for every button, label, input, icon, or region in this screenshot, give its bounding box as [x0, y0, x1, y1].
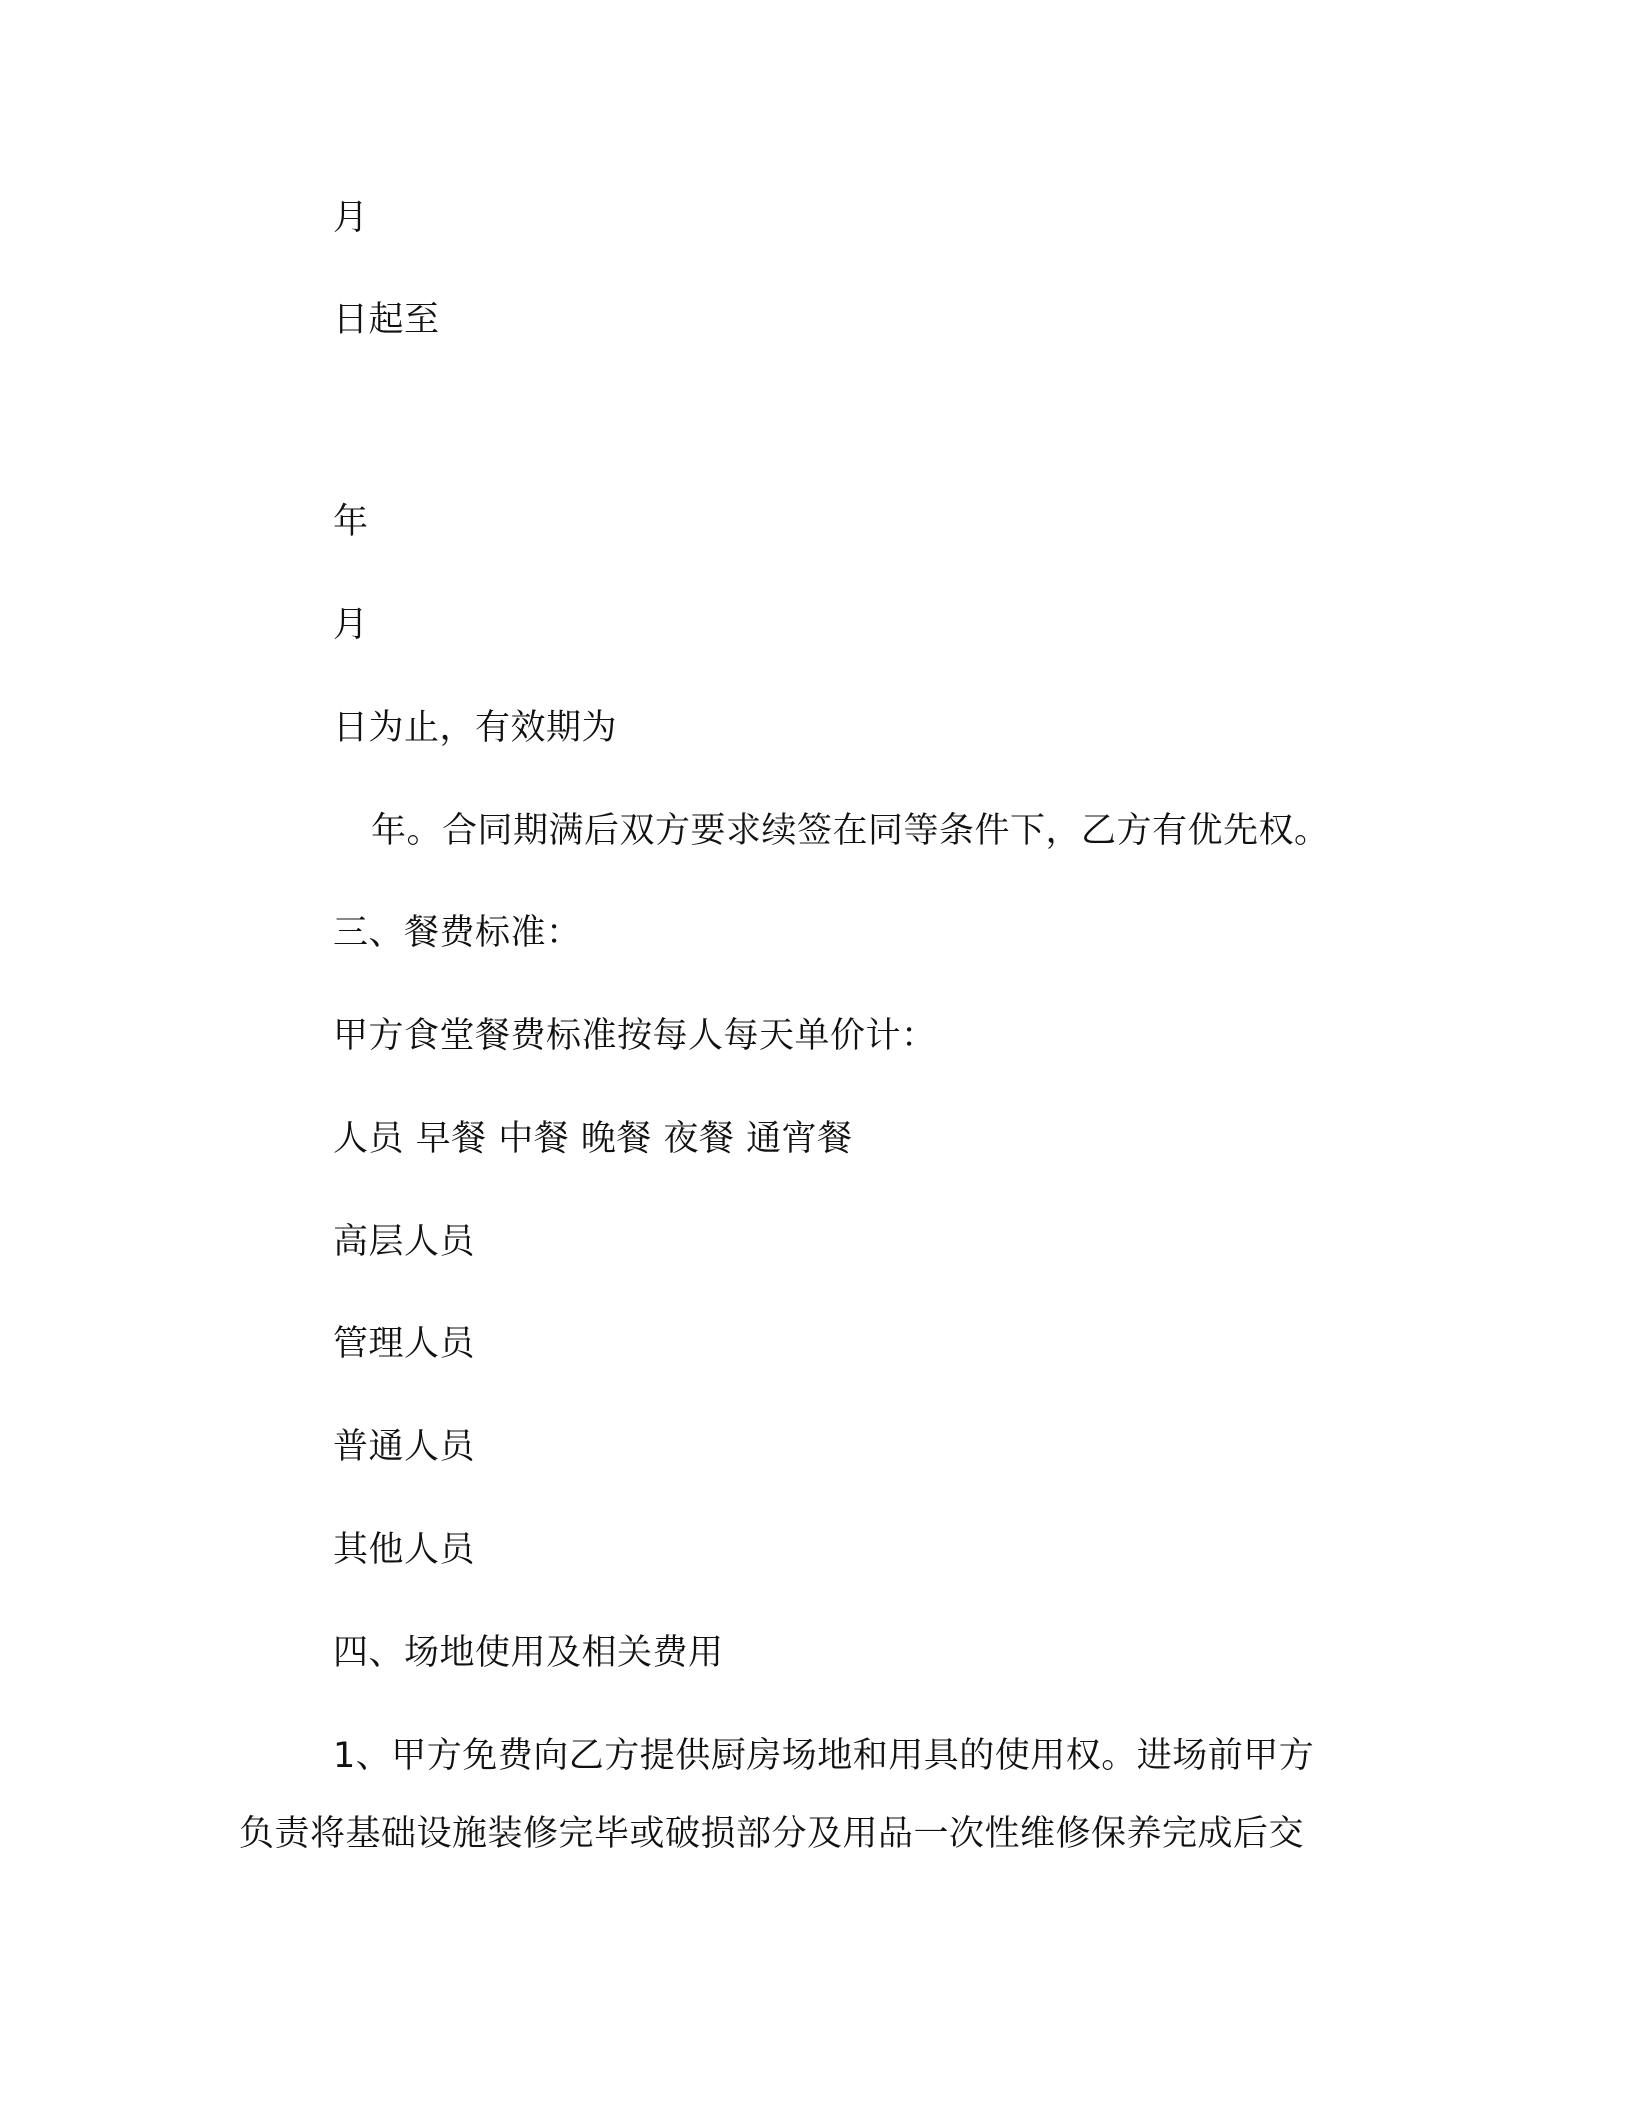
- text-line-clause-1-cont: 负责将基础设施装修完毕或破损部分及用品一次性维修保养完成后交: [239, 1814, 1305, 1854]
- text-line-year: 年: [333, 502, 369, 542]
- text-line-clause-1: 1、甲方免费向乙方提供厨房场地和用具的使用权。进场前甲方: [333, 1736, 1315, 1776]
- table-row-senior: 高层人员: [333, 1222, 476, 1262]
- text-line-fee-basis: 甲方食堂餐费标准按每人每天单价计：: [333, 1016, 937, 1056]
- table-header-row: 人员 早餐 中餐 晚餐 夜餐 通宵餐: [333, 1119, 853, 1159]
- text-line-renewal: 年。合同期满后双方要求续签在同等条件下，乙方有优先权。: [371, 811, 1330, 851]
- section-heading-meal-fee: 三、餐费标准：: [333, 913, 582, 953]
- text-line-day-end: 日为止，有效期为: [333, 708, 618, 748]
- text-line-month-1: 月: [333, 198, 369, 238]
- table-row-management: 管理人员: [333, 1324, 476, 1364]
- table-row-regular: 普通人员: [333, 1427, 476, 1467]
- section-heading-venue: 四、场地使用及相关费用: [333, 1633, 724, 1673]
- text-line-month-2: 月: [333, 605, 369, 645]
- table-row-other: 其他人员: [333, 1530, 476, 1570]
- text-line-day-start: 日起至: [333, 300, 440, 340]
